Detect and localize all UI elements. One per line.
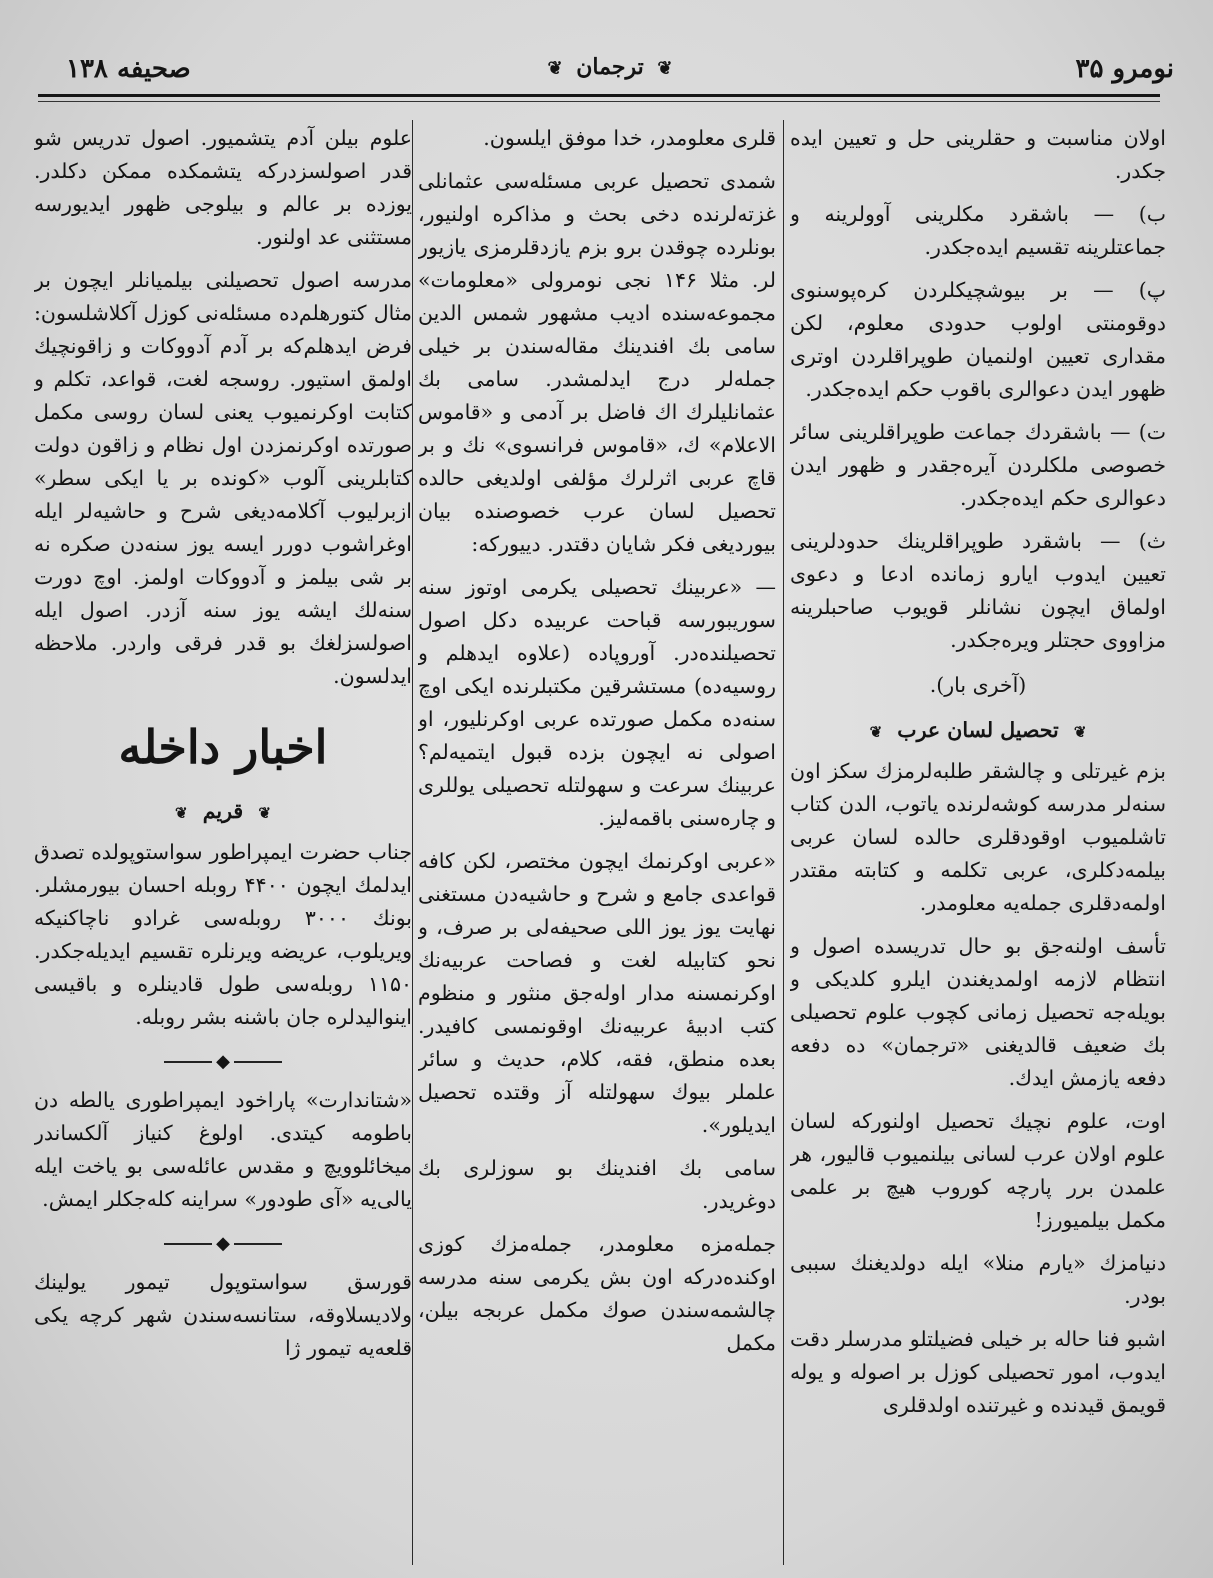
article-paragraph: ت) — باشقردك جماعت طوپراقلرینی سائر خصوصی ملکلردن آیره‌جقدر و ظهور ایدن دعوالری حکم ایده‌جکدر. — [790, 420, 1166, 510]
right-column — [790, 122, 1166, 1562]
heading-ornament-icon: ❦ — [869, 723, 883, 741]
issue-number-label: نومرو ۳۵ — [1075, 54, 1174, 84]
page-number-label: صحیفه ۱۳۸ — [66, 54, 191, 84]
article-paragraph: اشبو فنا حاله بر خیلی فضیلتلو مدرسلر دقت ایدوب، امور تحصیلی کوزل بر اصوله و یوله قویمق قیدنده و غیرتنده اولدقلری — [790, 1327, 1166, 1417]
diamond-icon: ◆ — [216, 1051, 230, 1072]
middle-column — [418, 122, 776, 1562]
article-paragraph: پ) — بر بیوشچیکلردن کره‌پوسنوی دوقومنتی اولوب حدودی معلوم، لکن مقداری تعیین اولنمیان طوپراقلردن اوتری ظهور ایدن دعوالری باقوب حکم ایده‌جکدر. — [790, 278, 1166, 401]
right-ornament-icon: ❦ — [547, 58, 563, 79]
column-divider — [412, 120, 413, 1565]
news-separator — [34, 1044, 412, 1078]
article-paragraph: جمله‌مزه معلومدر، جمله‌مزك کوزی اوکنده‌درکه اون بش یکرمی سنه مدرسه چالشمه‌سندن صوك مکمل عربجه بیلن، مکمل — [418, 1232, 776, 1355]
article-paragraph: شمدی تحصیل عربی مسئله‌سی عثمانلی غزته‌لرنده دخی بحث و مذاکره اولنیور، بونلرده چوقدن برو بزم یازدقلرمزی یازیور لر. مثلا ۱۴۶ نجی نومرولی «معلومات» مجموعه‌سنده ادیب مشهور شمس الدین سامی بك افندینك مقاله‌سندن بر خیلی جمله‌لر درج ایدلمشدر. سامی بك عثمانلیلرك اك فاضل بر آدمی و «قاموس الاعلام» ك، «قاموس فرانسوی» نك و بر قاچ عربی اثرلرك مؤلفی اولدیغی حالده تحصیل لسان عرب خصوصنده بیان بیوردیغی فکر شایان دقتدر. دییورکه: — [418, 169, 776, 556]
header-rule — [38, 94, 1160, 97]
quote-paragraph: «عربی اوکرنمك ایچون مختصر، لکن کافه قواعدی جامع و شرح و حاشیه‌دن مستغنی نهایت یوز یوز اللی صحیفه‌لی بر صرف، و نحو کتابیله لغت و فصاحت عربیه‌نك اوکرنمسنه مدار اوله‌جق منثور و منظوم کتب ادبیهٔ عربیه‌نك اوقونمسی کافیدر. بعده منطق، فقه، کلام، حدیث و سائر علملر بیوك سهولتله آز وقتده تحصیل ایدیلور». — [418, 849, 776, 1137]
article-paragraph: تأسف اولنه‌جق بو حال تدریسده اصول و انتظام لازمه اولمدیغندن ایلرو کلدیکی و بویله‌جه تحصیل زمانی کچوب علوم تحصیلی بك ضعیف قالدیغنی «ترجمان» ده دفعه دفعه یازمش ایدك. — [790, 934, 1166, 1090]
section-heading-text: تحصیل لسان عرب — [897, 718, 1059, 742]
article-paragraph: دنیامزك «یارم منلا» ایله دولدیغنك سببی بودر. — [790, 1251, 1166, 1308]
article-paragraph: ب) — باشقرد مکلرینی آوولرینه و جماعتلرینه تقسیم ایده‌جکدر. — [790, 202, 1166, 259]
article-paragraph: علوم بیلن آدم یتشمیور. اصول تدریس شو قدر اصولسزدرکه یتشمکده ممکن دکلدر. یوزده بر عالم و بیلوجی ظهور ایدیورسه مستثنی عد اولنور. — [34, 126, 412, 249]
heading-ornament-icon: ❦ — [258, 804, 271, 822]
article-paragraph: مدرسه اصول تحصیلنی بیلمیانلر ایچون بر مثال کتورهلم‌ده مسئله‌نی کوزل آکلاشلسون: فرض ایدهلم‌که بر آدم آدووکات و زاقونچیك اولمق استیور. روسجه لغت، قواعد، تکلم و کتابت اوکرنمیوب یعنی لسان روسی مکمل صورتده اوکرنمزدن اول نظام و زاقون دولت کتابلرینی آلوب «کونده بر یا ایکی سطر» ازبرلیوب آکلامه‌دیغی شرح و حاشیه‌لر ایله اوغراشوب دورر ایسه یوز سنه‌دن صکره نه بر شی بیلمز و آدووکات اولمز. اوچ دورت سنه‌لك ایشه یوز سنه آزدر. اصول ایله اصولسزلغك بو قدر فرقی واردر. ملاحظه ایدلسون. — [34, 268, 412, 688]
article-paragraph: بزم غیرتلی و چالشقر طلبه‌لرمزك سکز اون سنه‌لر مدرسه کوشه‌لرنده یاتوب، الدن کتاب تاشلمیوب اوقودقلری حالده لسان عربی بیلمه‌دکلری، عربی تکلمه و کتابته مقتدر اولمه‌دقلری جمله‌یه معلومدر. — [790, 759, 1166, 915]
article-paragraph: اوت، علوم نچیك تحصیل اولنورکه لسان علوم اولان عرب لسانی بیلنمیوب قالیور، هر علمدن برر پارچه کوروب هیچ بر علمی مکمل بیلمیورز! — [790, 1109, 1166, 1232]
diamond-icon: ◆ — [216, 1233, 230, 1254]
left-ornament-icon: ❦ — [657, 58, 673, 79]
column-divider — [783, 120, 784, 1565]
news-paragraph: جناب حضرت ایمپراطور سواستوپولده تصدق ایدلمك ایچون ۴۴۰۰ روبله احسان بیورمشلر. بونك ۳۰۰۰ روبله‌سی غرادو ناچاکنیکه ویریلوب، عریضه ویرنلره تقسیم ایدیله‌جکدر. ۱۱۵۰ روبله‌سی طول قادینلره و باقیسی اینوالیدلره جان باشنه بشر روبله. — [34, 840, 412, 1029]
news-subheading — [34, 795, 412, 830]
news-section-title: اخبار داخله — [118, 720, 328, 774]
masthead-title — [30, 54, 1190, 80]
heading-ornament-icon: ❦ — [175, 804, 188, 822]
continued-note: (آخری بار). — [929, 673, 1027, 697]
masthead-title-text: ترجمان — [576, 54, 644, 80]
news-separator — [34, 1226, 412, 1260]
quote-paragraph: — «عربینك تحصیلی یکرمی اوتوز سنه سوریبورسه قباحت عربیده دکل اصول تحصیلنده‌در. آوروپاده (علاوه ایدهلم و روسیه‌ده) مستشرقین مکتبلرنده ایکی اوچ سنه‌ده مکمل صورتده عربی اوکرنلیور، او اصولی نه ایچون بزده قبول ایتمیه‌لم؟ عربینك سرعت و سهولتله تحصیلی یوللری و چاره‌سنی باقمه‌لیز. — [418, 575, 776, 830]
article-paragraph: ث) — باشقرد طوپراقلرینك حدودلرینی تعیین ایدوب ایارو زمانده ادعا و دعوی اولماق ایچون نشانلر قویوب صاحبلرینه مزاووی حجتلر ویره‌جکدر. — [790, 529, 1166, 652]
header-rule-thin — [38, 101, 1160, 102]
news-paragraph: قورسق سواستوپول تیمور یولینك ولادیسلاوقه، ستانسه‌سندن شهر کرچه یکی قلعه‌یه تیمور ژا — [34, 1270, 412, 1360]
article-paragraph: اولان مناسبت و حقلرینی حل و تعیین ایده جکدر. — [790, 126, 1166, 183]
news-paragraph: «شتاندارت» پاراخود ایمپراطوری یالطه دن باطومه کیتدی. اولوغ کنیاز آلکساندر میخائلوویچ و مقدس عائله‌سی بو یاخت ایله یالی‌یه «آی طودور» سراینه کله‌جکلر ایمش. — [34, 1088, 412, 1211]
article-paragraph: سامی بك افندینك بو سوزلری بك دوغریدر. — [418, 1156, 776, 1213]
article-paragraph: قلری معلومدر، خدا موفق ایلسون. — [483, 126, 776, 150]
left-column — [34, 122, 412, 1562]
heading-ornament-icon: ❦ — [1073, 723, 1087, 741]
section-heading — [790, 714, 1166, 749]
news-subheading-text: قریم — [202, 799, 244, 823]
